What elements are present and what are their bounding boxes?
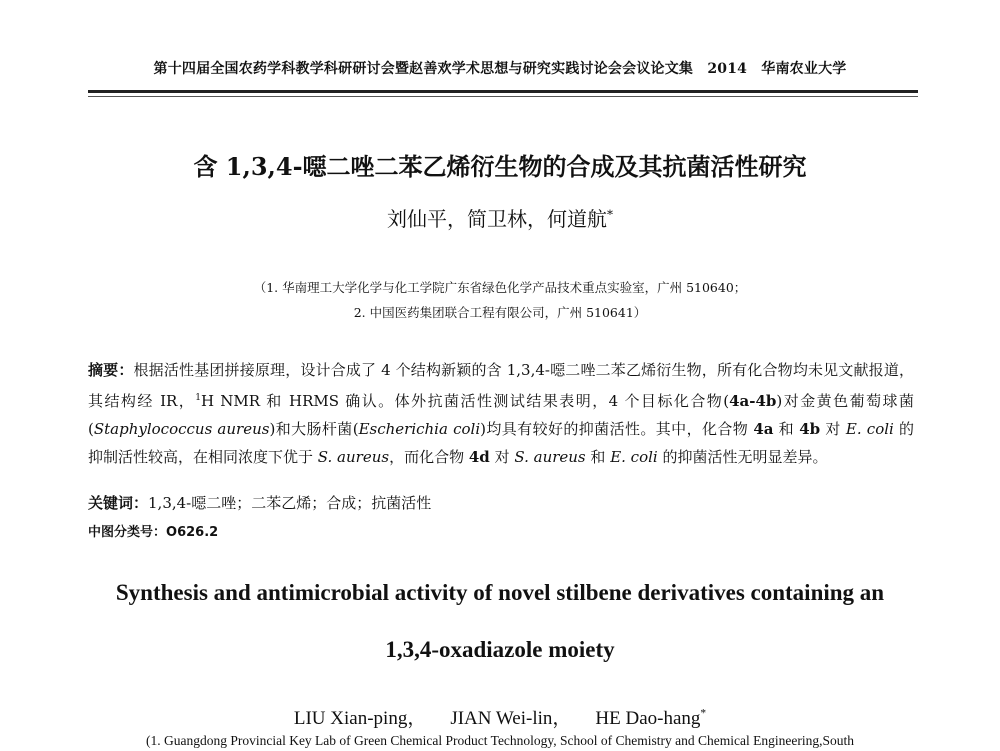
species-name: E. coli <box>610 448 658 466</box>
corresponding-author-mark-english: * <box>700 707 707 720</box>
species-name: S. aureus <box>514 448 586 466</box>
abstract-text: 的抑制活性较高，在相同浓度下优于 <box>88 420 914 466</box>
clc-code: O626.2 <box>166 525 219 540</box>
keywords-text: 1,3,4-噁二唑；二苯乙烯；合成；抗菌活性 <box>148 494 432 512</box>
header-rule-thin <box>88 96 918 97</box>
abstract-text: )对金黄色葡萄球菌( <box>88 392 914 438</box>
author-names-chinese: 刘仙平，简卫林，何道航 <box>387 207 607 231</box>
affiliation-chinese-2: 2. 中国医药集团联合工程有限公司，广州 510641） <box>353 305 647 320</box>
abstract-text: 的抑菌活性无明显差异。 <box>657 448 828 466</box>
clc-label: 中图分类号： <box>88 525 167 540</box>
abstract-text: ，而化合物 <box>389 448 469 466</box>
compound-id: 4b <box>799 420 821 438</box>
keywords <box>88 492 914 513</box>
paper-title-english-line-2: 1,3,4-oxadiazole moiety <box>385 637 615 662</box>
compound-id: 4d <box>468 448 490 466</box>
abstract-text: )均具有较好的抑菌活性。其中，化合物 <box>480 420 754 438</box>
species-name: E. coli <box>845 420 894 438</box>
species-name: S. aureus <box>317 448 390 466</box>
abstract-text: 和 <box>585 448 611 466</box>
species-name: Escherichia coli <box>358 420 481 438</box>
classification-code <box>88 521 914 540</box>
authors-chinese <box>0 203 1000 232</box>
author-english: HE Dao-hang <box>595 708 701 729</box>
abstract-text: 对 <box>820 420 846 438</box>
corresponding-author-mark: * <box>607 207 613 222</box>
running-header: 第十四届全国农药学科教学科研研讨会暨赵善欢学术思想与研究实践讨论会会议论文集 2014 华南农业大学 <box>153 61 847 77</box>
keywords-label: 关键词： <box>88 494 149 512</box>
abstract-text: 对 <box>489 448 515 466</box>
abstract-text: )和大肠杆菌( <box>269 420 359 438</box>
paper-title-chinese: 含 1,3,4-噁二唑二苯乙烯衍生物的合成及其抗菌活性研究 <box>193 152 807 181</box>
abstract-label: 摘要： <box>88 361 134 379</box>
compound-id: 4a <box>753 420 774 438</box>
author-english: LIU Xian-ping， <box>293 708 427 729</box>
abstract-text: 根据活性基团拼接原理，设计合成了 4 个结构新颖的含 1,3,4-噁二唑二苯乙烯衍生物，所有化合物均未见文献报道，其结构经 IR， <box>88 361 914 410</box>
nmr-superscript: 1 <box>195 393 201 403</box>
abstract-chinese <box>88 356 914 471</box>
compound-range: 4a-4b <box>729 392 777 410</box>
affiliation-chinese-1: （1. 华南理工大学化学与化工学院广东省绿色化学产品技术重点实验室，广州 510640； <box>253 280 747 295</box>
header-rule-thick <box>88 90 918 93</box>
paper-title-english-line-1: Synthesis and antimicrobial activity of novel stilbene derivatives containing an <box>115 580 885 605</box>
author-english: JIAN Wei-lin， <box>450 708 572 729</box>
abstract-text: H NMR 和 HRMS 确认。体外抗菌活性测试结果表明，4 个目标化合物( <box>200 392 730 410</box>
affiliation-english: (1. Guangdong Provincial Key Lab of Green Chemical Product Technology, School of Chemistry and Chemical Engineering,South <box>145 733 855 748</box>
abstract-text: 和 <box>773 420 800 438</box>
authors-english <box>0 703 1000 730</box>
species-name: Staphylococcus aureus <box>93 420 270 438</box>
